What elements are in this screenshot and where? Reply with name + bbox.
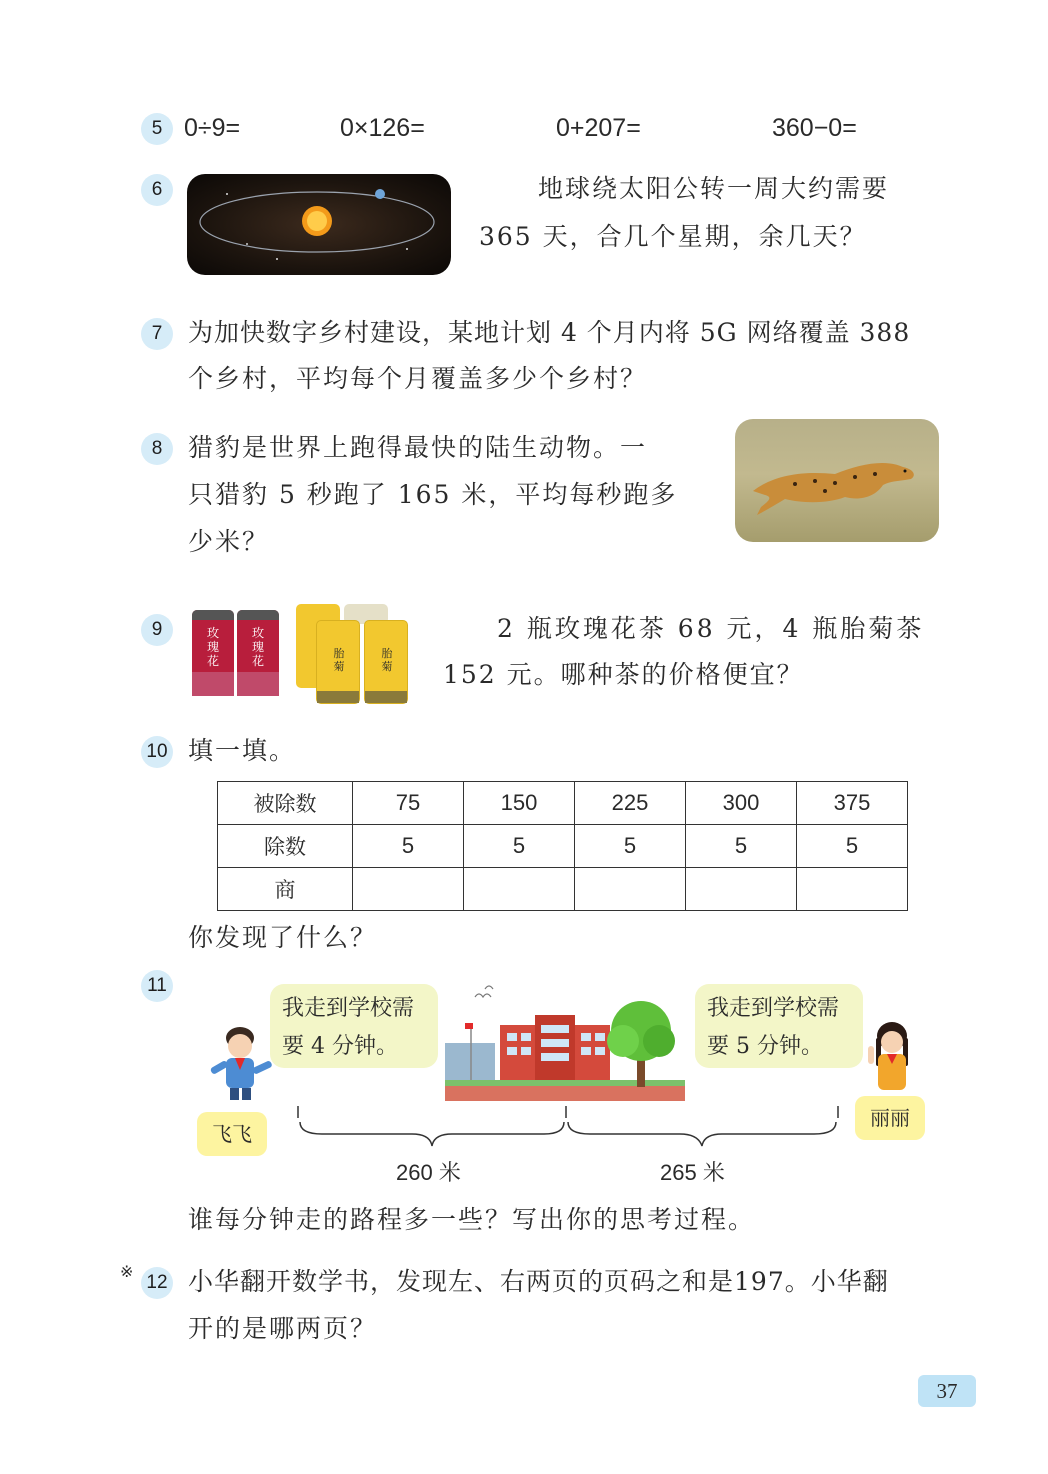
sun-orbit-illustration [187, 174, 451, 275]
answer-cell[interactable] [686, 868, 797, 911]
table-row-dividend [218, 782, 908, 825]
expr-0-plus-207: 0+207= [556, 114, 641, 142]
row-head-divisor: 除数 [218, 825, 353, 868]
answer-cell[interactable] [575, 868, 686, 911]
division-table [217, 781, 908, 911]
problem-10-title: 填一填。 [188, 736, 297, 765]
table-cell: 375 [797, 782, 908, 825]
expr-360-minus-0: 360−0= [772, 114, 857, 142]
problem-7-line2: 个乡村，平均每个月覆盖多少个乡村？ [188, 364, 648, 393]
problem-7-line1: 为加快数字乡村建设，某地计划 4 个月内将 5G 网络覆盖 388 [188, 318, 911, 347]
optional-mark: ※ [120, 1262, 134, 1281]
problem-10-number: 10 [141, 736, 173, 768]
problem-7-number: 7 [141, 318, 173, 350]
table-cell: 5 [686, 825, 797, 868]
distance-braces [292, 1100, 844, 1152]
problem-9-line1: 2 瓶玫瑰花茶 68 元，4 瓶胎菊茶 [497, 614, 925, 643]
problem-8-line2: 只猎豹 5 秒跑了 165 米，平均每秒跑多 [188, 480, 678, 509]
expr-0-mul-126: 0×126= [340, 114, 425, 142]
problem-12-number: 12 [141, 1267, 173, 1299]
table-row-divisor [218, 825, 908, 868]
cheetah-photo [735, 419, 939, 542]
problem-6-number: 6 [141, 174, 173, 206]
distance-label-left: 260 米 [396, 1160, 461, 1185]
distance-label-right: 265 米 [660, 1160, 725, 1185]
row-head-dividend: 被除数 [218, 782, 353, 825]
answer-cell[interactable] [353, 868, 464, 911]
chrys-jar-2 [316, 620, 360, 704]
expr-0-div-9: 0÷9= [184, 114, 241, 142]
rose-jar-1 [192, 610, 234, 696]
answer-cell[interactable] [797, 868, 908, 911]
speech-bubble-lili [695, 984, 863, 1068]
rose-tea-jars [192, 610, 282, 696]
problem-11-number: 11 [141, 970, 173, 1002]
problem-6-line2: 365 天，合几个星期，余几天？ [479, 222, 867, 251]
row-head-quotient: 商 [218, 868, 353, 911]
brace-right [568, 1122, 836, 1146]
bubble-right-line2: 要 5 分钟。 [707, 1034, 823, 1059]
problem-10-question: 你发现了什么？ [188, 923, 378, 952]
table-row-quotient [218, 868, 908, 911]
chrysanthemum-tea-jars [296, 604, 411, 704]
speech-bubble-feifei [270, 984, 438, 1068]
chrys-jar-3-label: 胎菊 [381, 647, 393, 673]
problem-9-line2: 152 元。哪种茶的价格便宜？ [443, 660, 804, 689]
problem-8-line1: 猎豹是世界上跑得最快的陆生动物。一 [188, 433, 648, 462]
chrys-jar-2-label: 胎菊 [333, 647, 345, 673]
girl-lili-illustration [862, 1018, 922, 1094]
problem-12-line1: 小华翻开数学书，发现左、右两页的页码之和是197。小华翻 [188, 1267, 889, 1296]
boy-feifei-illustration [202, 1024, 282, 1102]
problem-8-number: 8 [141, 433, 173, 465]
table-cell: 300 [686, 782, 797, 825]
table-cell: 75 [353, 782, 464, 825]
cheetah-illustration [735, 419, 939, 542]
problem-12-line2: 开的是哪两页？ [188, 1314, 378, 1343]
table-cell: 5 [797, 825, 908, 868]
rose-jar-1-label: 玫瑰花 [206, 626, 219, 668]
table-cell: 5 [464, 825, 575, 868]
table-cell: 150 [464, 782, 575, 825]
answer-cell[interactable] [464, 868, 575, 911]
rose-jar-2-label: 玫瑰花 [251, 626, 264, 668]
school-illustration [445, 985, 685, 1101]
name-tag-feifei: 飞飞 [197, 1112, 267, 1156]
bubble-right-line1: 我走到学校需 [707, 996, 840, 1021]
solar-orbit-image [187, 174, 451, 275]
bubble-left-line1: 我走到学校需 [282, 996, 415, 1021]
name-tag-lili: 丽丽 [855, 1096, 925, 1140]
table-cell: 5 [575, 825, 686, 868]
problem-6-line1: 地球绕太阳公转一周大约需要 [538, 174, 890, 203]
brace-left [300, 1122, 564, 1146]
problem-8-line3: 少米？ [188, 527, 270, 556]
chrys-jar-3 [364, 620, 408, 704]
bubble-left-line2: 要 4 分钟。 [282, 1034, 398, 1059]
problem-9-number: 9 [141, 614, 173, 646]
rose-jar-2 [237, 610, 279, 696]
problem-11-question: 谁每分钟走的路程多一些？写出你的思考过程。 [188, 1205, 756, 1234]
page-number: 37 [918, 1375, 976, 1407]
problem-5-number: 5 [141, 113, 173, 145]
table-cell: 5 [353, 825, 464, 868]
table-cell: 225 [575, 782, 686, 825]
